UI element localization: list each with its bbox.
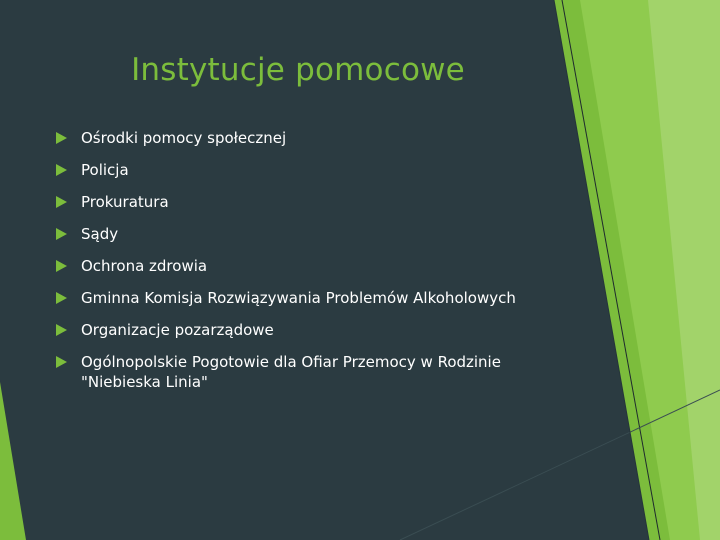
list-item-label: Sądy bbox=[81, 225, 119, 243]
list-item-label: Gminna Komisja Rozwiązywania Problemów Alkoholowych bbox=[81, 289, 516, 307]
triangle-bullet-icon bbox=[56, 292, 67, 304]
list-item-label: Prokuratura bbox=[81, 193, 169, 211]
triangle-bullet-icon bbox=[56, 356, 67, 368]
list-item bbox=[56, 256, 556, 276]
bullet-list bbox=[56, 128, 556, 404]
list-item-label: Policja bbox=[81, 161, 129, 179]
triangle-bullet-icon bbox=[56, 260, 67, 272]
list-item bbox=[56, 192, 556, 212]
triangle-bullet-icon bbox=[56, 228, 67, 240]
list-item bbox=[56, 160, 556, 180]
list-item bbox=[56, 128, 556, 148]
list-item bbox=[56, 224, 556, 244]
list-item bbox=[56, 288, 556, 308]
list-item bbox=[56, 320, 556, 340]
list-item bbox=[56, 352, 556, 392]
triangle-bullet-icon bbox=[56, 324, 67, 336]
left-green-strip bbox=[0, 382, 26, 540]
triangle-bullet-icon bbox=[56, 164, 67, 176]
list-item-label: Ośrodki pomocy społecznej bbox=[81, 129, 287, 147]
triangle-bullet-icon bbox=[56, 132, 67, 144]
list-item-label: Ogólnopolskie Pogotowie dla Ofiar Przemocy w Rodzinie "Niebieska Linia" bbox=[81, 353, 501, 391]
slide-title: Instytucje pomocowe bbox=[131, 52, 465, 88]
list-item-label: Ochrona zdrowia bbox=[81, 257, 208, 275]
list-item-label: Organizacje pozarządowe bbox=[81, 321, 274, 339]
triangle-bullet-icon bbox=[56, 196, 67, 208]
